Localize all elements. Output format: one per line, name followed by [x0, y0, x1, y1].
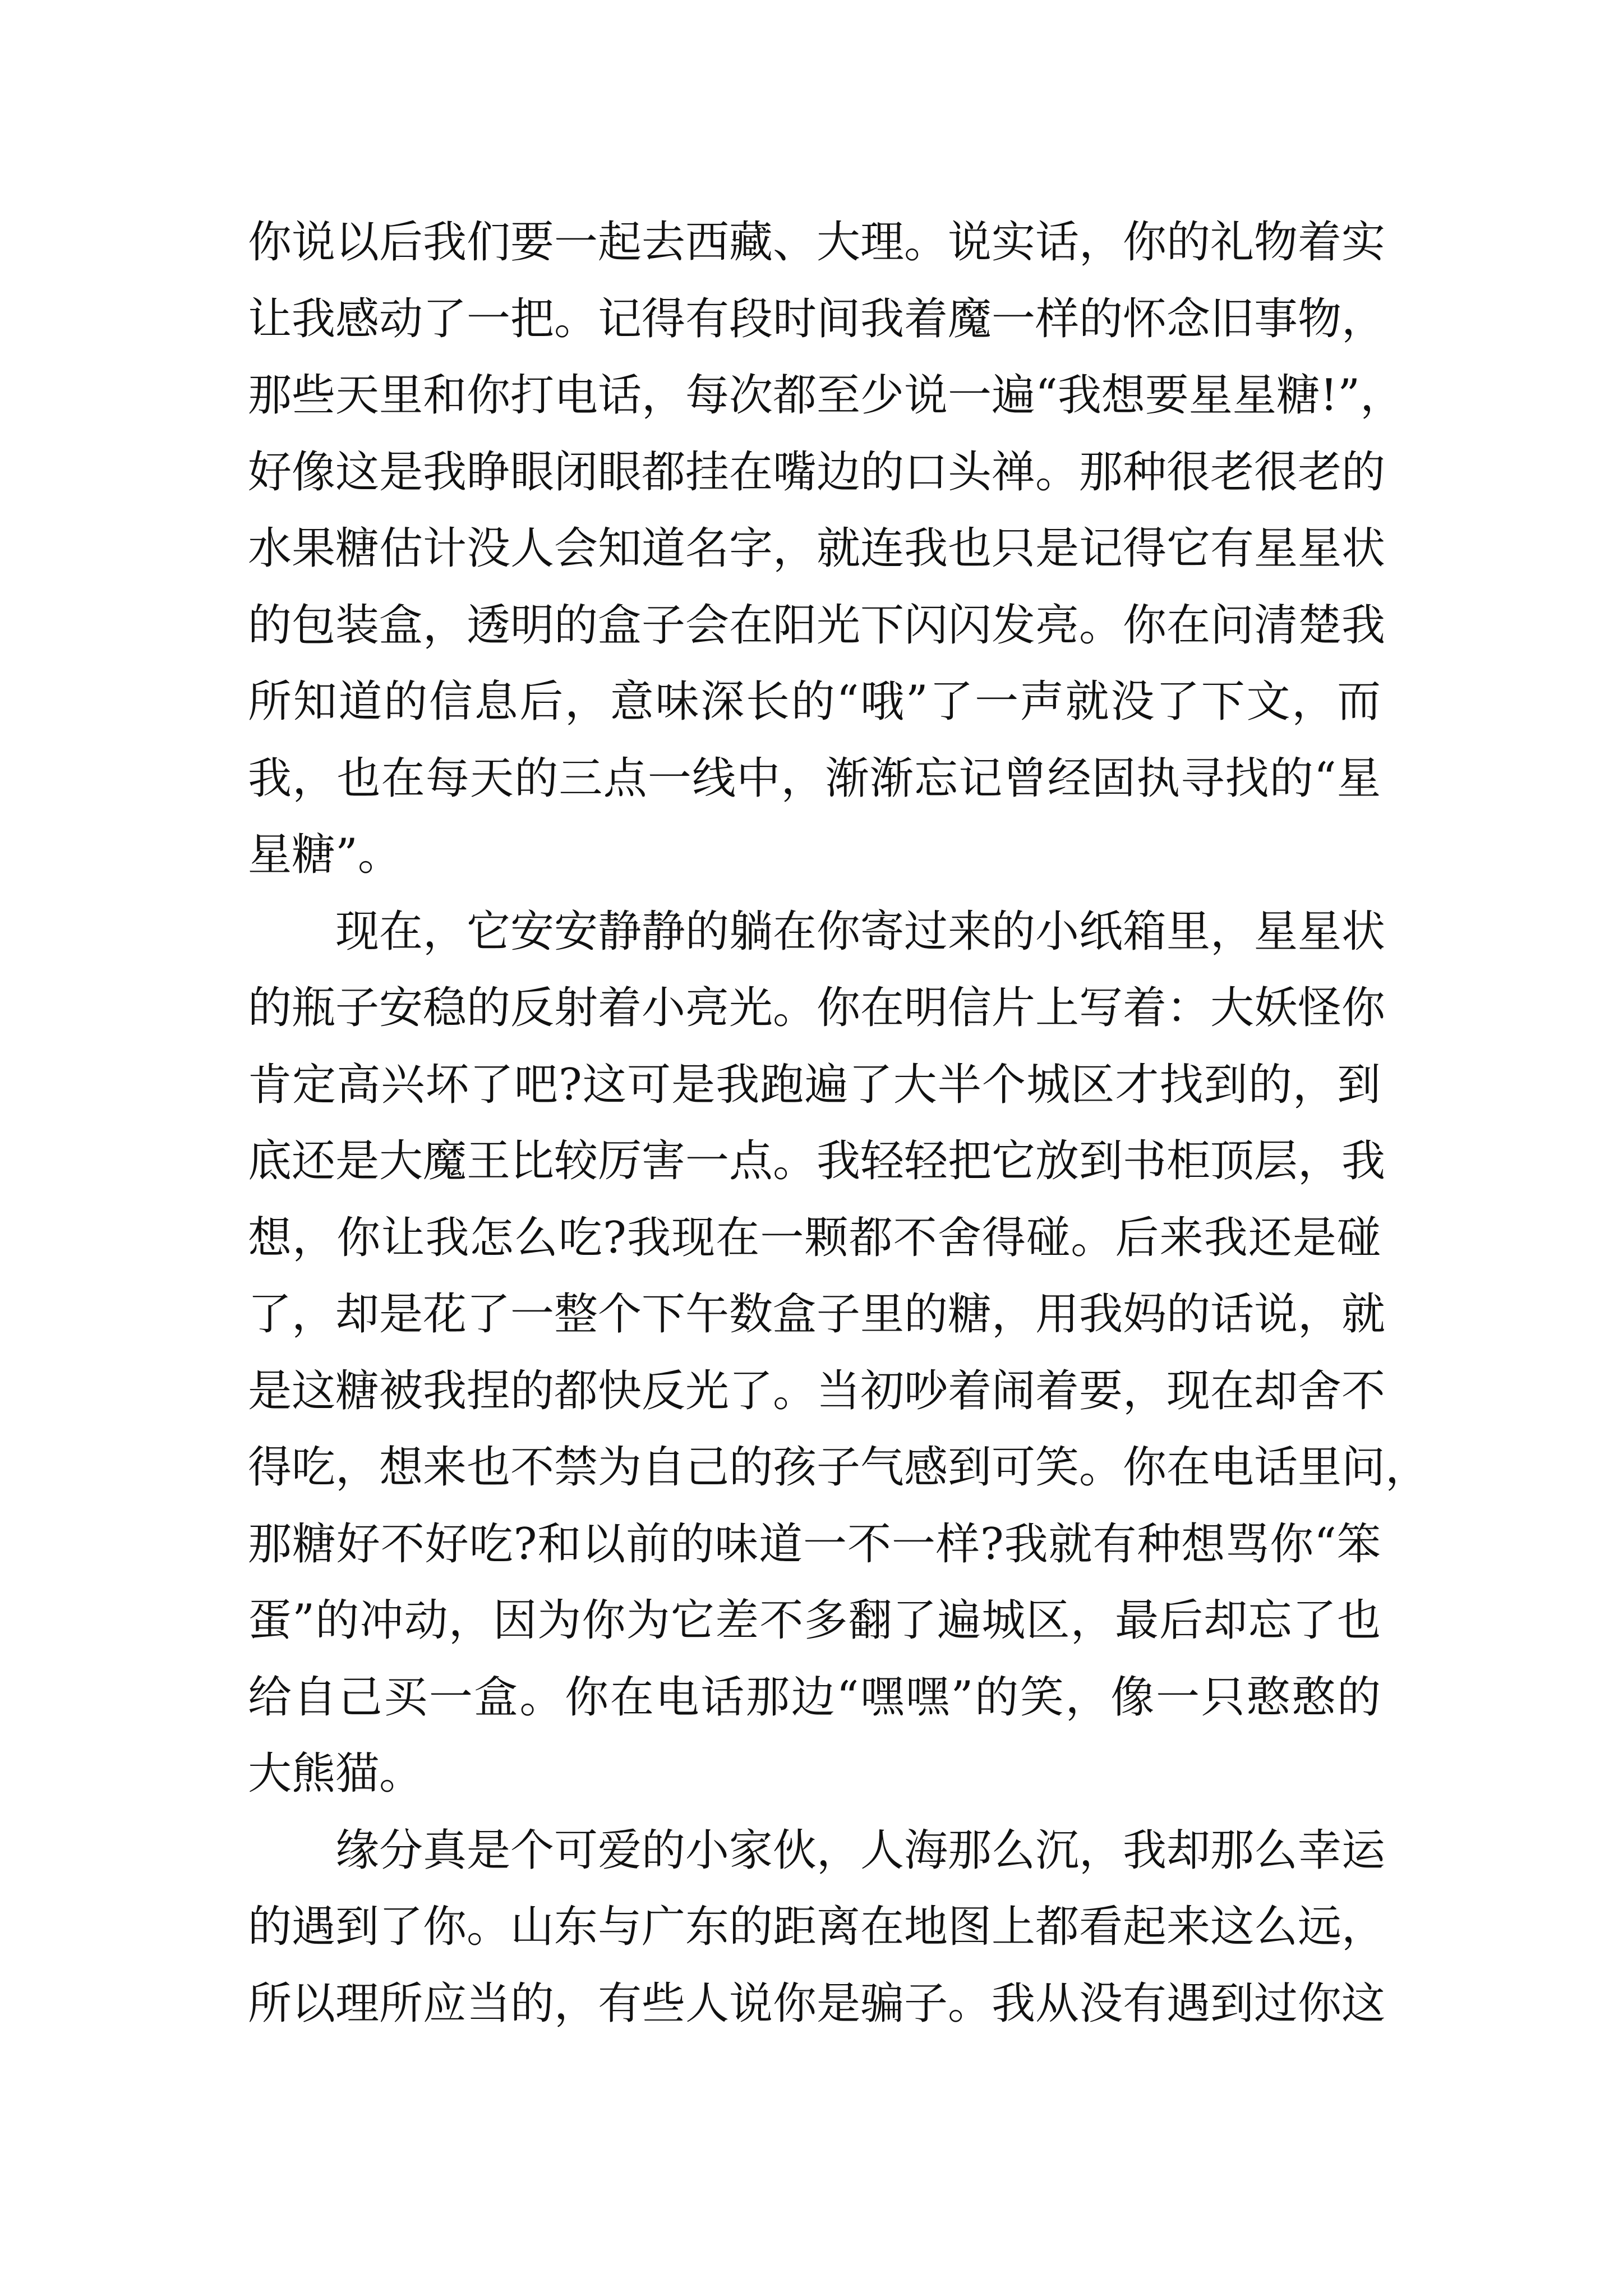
text-line: 得吃，想来也不禁为自己的孩子气感到可笑。你在电话里问，	[248, 1442, 1430, 1493]
document-body	[248, 204, 1430, 2042]
text-line: 那些天里和你打电话，每次都至少说一遍“我想要星星糖!”，	[248, 370, 1404, 421]
text-line: 底还是大魔王比较厉害一点。我轻轻把它放到书柜顶层，我	[248, 1136, 1386, 1186]
text-line: 我，也在每天的三点一线中，渐渐忘记曾经固执寻找的“星	[248, 753, 1381, 804]
paragraph-1	[248, 204, 1404, 894]
text-line: 所以理所应当的，有些人说你是骗子。我从没有遇到过你这	[248, 1978, 1386, 2029]
text-line: 的遇到了你。山东与广东的距离在地图上都看起来这么远，	[248, 1902, 1386, 1952]
text-line: 给自己买一盒。你在电话那边“嘿嘿”的笑，像一只憨憨的	[248, 1672, 1381, 1723]
text-line: 让我感动了一把。记得有段时间我着魔一样的怀念旧事物，	[248, 293, 1386, 344]
text-line: 的瓶子安稳的反射着小亮光。你在明信片上写着：大妖怪你	[248, 983, 1386, 1033]
text-line: 想，你让我怎么吃?我现在一颗都不舍得碰。后来我还是碰	[248, 1212, 1381, 1263]
text-line: 肯定高兴坏了吧?这可是我跑遍了大半个城区才找到的，到	[248, 1059, 1381, 1110]
text-line: 那糖好不好吃?和以前的味道一不一样?我就有种想骂你“笨	[248, 1519, 1381, 1570]
text-line: 现在，它安安静静的躺在你寄过来的小纸箱里，星星状	[335, 906, 1386, 957]
text-line: 好像这是我睁眼闭眼都挂在嘴边的口头禅。那种很老很老的	[248, 447, 1386, 498]
text-line: 蛋”的冲动，因为你为它差不多翻了遍城区，最后却忘了也	[248, 1595, 1381, 1646]
text-line: 大熊猫。	[248, 1749, 423, 1799]
text-line: 所知道的信息后，意味深长的“哦”了一声就没了下文，而	[248, 677, 1381, 727]
text-line: 缘分真是个可爱的小家伙，人海那么沉，我却那么幸运	[335, 1825, 1386, 1876]
paragraph-3	[248, 1812, 1386, 2042]
text-line: 是这糖被我捏的都快反光了。当初吵着闹着要，现在却舍不	[248, 1365, 1386, 1416]
text-line: 星糖”。	[248, 830, 402, 880]
text-line: 的包装盒，透明的盒子会在阳光下闪闪发亮。你在问清楚我	[248, 600, 1386, 651]
paragraph-2	[248, 894, 1430, 1812]
text-line: 你说以后我们要一起去西藏、大理。说实话，你的礼物着实	[248, 217, 1386, 268]
text-line: 了，却是花了一整个下午数盒子里的糖，用我妈的话说，就	[248, 1289, 1386, 1340]
text-line: 水果糖估计没人会知道名字，就连我也只是记得它有星星状	[248, 523, 1386, 574]
